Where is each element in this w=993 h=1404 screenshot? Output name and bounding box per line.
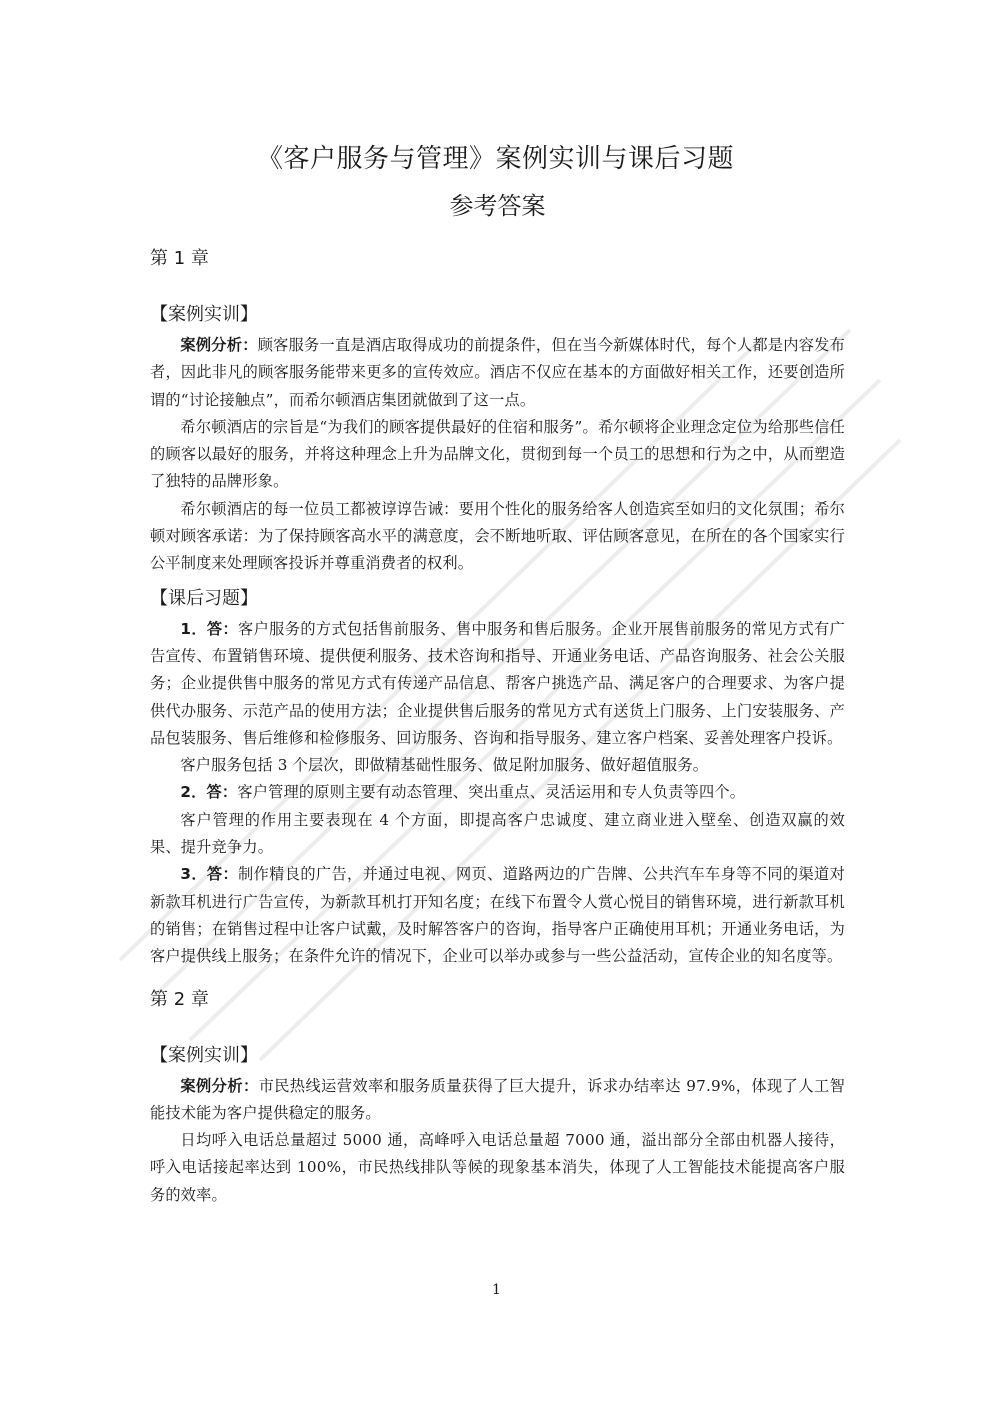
case-analysis-text: 顾客服务一直是酒店取得成功的前提条件，但在当今新媒体时代，每个人都是内容发布者，因此非凡的顾客服务能带来更多的宣传效应。酒店不仅应在基本的方面做好相关工作，还要创造所谓的“讨论接触点”，而希尔顿酒店集团就做到了这一点。	[150, 336, 846, 409]
page-number: 1	[492, 1282, 501, 1298]
case-analysis-label: 案例分析：	[180, 336, 258, 354]
chapter-2-case-paragraph-1	[150, 1073, 845, 1128]
answer-3-text: 制作精良的广告，并通过电视、网页、道路两边的广告牌、公共汽车车身等不同的渠道对新款耳机进行广告宣传，为新款耳机打开知名度；在线下布置令人赏心悦目的销售环境，进行新款耳机的销售；在销售过程中让客户试戴，及时解答客户的咨询，指导客户正确使用耳机；开通业务电话，为客户提供线上服务；在条件允许的情况下，企业可以举办或参与一些公益活动，宣传企业的知名度等。	[150, 865, 845, 966]
answer-1-label: 1．答：	[180, 619, 239, 638]
exercise-answer-1-continued: 客户服务包括 3 个层次，即做精基础性服务、做足附加服务、做好超值服务。	[180, 756, 709, 775]
chapter-1-case-paragraph-2: 希尔顿酒店的宗旨是“为我们的顾客提供最好的住宿和服务”。希尔顿将企业理念定位为给那些信任的顾客以最好的服务，并将这种理念上升为品牌文化，贯彻到每一个员工的思想和行为之中，从而塑造了独特的品牌形象。	[150, 417, 845, 491]
chapter-1-case-paragraph-3: 希尔顿酒店的每一位员工都被谆谆告诫：要用个性化的服务给客人创造宾至如归的文化氛围；希尔顿对顾客承诺：为了保持顾客高水平的满意度，会不断地听取、评估顾客意见，在所在的各个国家实行公平制度来处理顾客投诉并尊重消费者的权利。	[150, 499, 845, 573]
chapter-1-exercise-heading: 【课后习题】	[150, 587, 258, 609]
exercise-answer-3	[150, 861, 845, 970]
chapter-2-case-paragraph-2: 日均呼入电话总量超过 5000 通，高峰呼入电话总量超 7000 通，溢出部分全部由机器人接待，呼入电话接起率达到 100%，市民热线排队等候的现象基本消失，体现了人工智能技术能提高客户服务的效率。	[150, 1131, 845, 1204]
exercise-answer-1	[150, 616, 845, 752]
document-subtitle: 参考答案	[449, 192, 546, 220]
answer-3-label: 3．答：	[180, 865, 239, 884]
chapter-1-case-heading: 【案例实训】	[150, 304, 258, 325]
answer-1-text: 客户服务的方式包括售前服务、售中服务和售后服务。企业开展售前服务的常见方式有广告宣传、布置销售环境、提供便利服务、技术咨询和指导、开通业务电话、产品咨询服务、社会公关服务；企业提供售中服务的常见方式有传递产品信息、帮客户挑选产品、满足客户的合理要求、为客户提供代办服务、示范产品的使用方法；企业提供售后服务的常见方式有送货上门服务、上门安装服务、产品包装服务、售后维修和检修服务、回访服务、咨询和指导服务、建立客户档案、妥善处理客户投诉。	[150, 619, 845, 747]
exercise-answer-2	[150, 779, 845, 806]
chapter-2-heading: 第 2 章	[150, 988, 209, 1010]
document-page	[150, 140, 845, 1209]
chapter-2-case-heading: 【案例实训】	[150, 1044, 258, 1066]
document-title: 《客户服务与管理》案例实训与课后习题	[256, 144, 734, 174]
case-analysis-text: 市民热线运营效率和服务质量获得了巨大提升，诉求办结率达 97.9%，体现了人工智能技术能为客户提供稳定的服务。	[150, 1076, 846, 1122]
case-analysis-label: 案例分析：	[180, 1076, 259, 1095]
exercise-answer-2-continued: 客户管理的作用主要表现在 4 个方面，即提高客户忠诚度、建立商业进入壁垒、创造双赢的效果、提升竞争力。	[150, 810, 845, 857]
answer-2-label: 2．答：	[180, 783, 238, 802]
answer-2-text: 客户管理的原则主要有动态管理、突出重点、灵活运用和专人负责等四个。	[237, 783, 746, 802]
chapter-1-heading: 第 1 章	[150, 248, 209, 269]
chapter-1-case-paragraph-1	[150, 332, 845, 414]
